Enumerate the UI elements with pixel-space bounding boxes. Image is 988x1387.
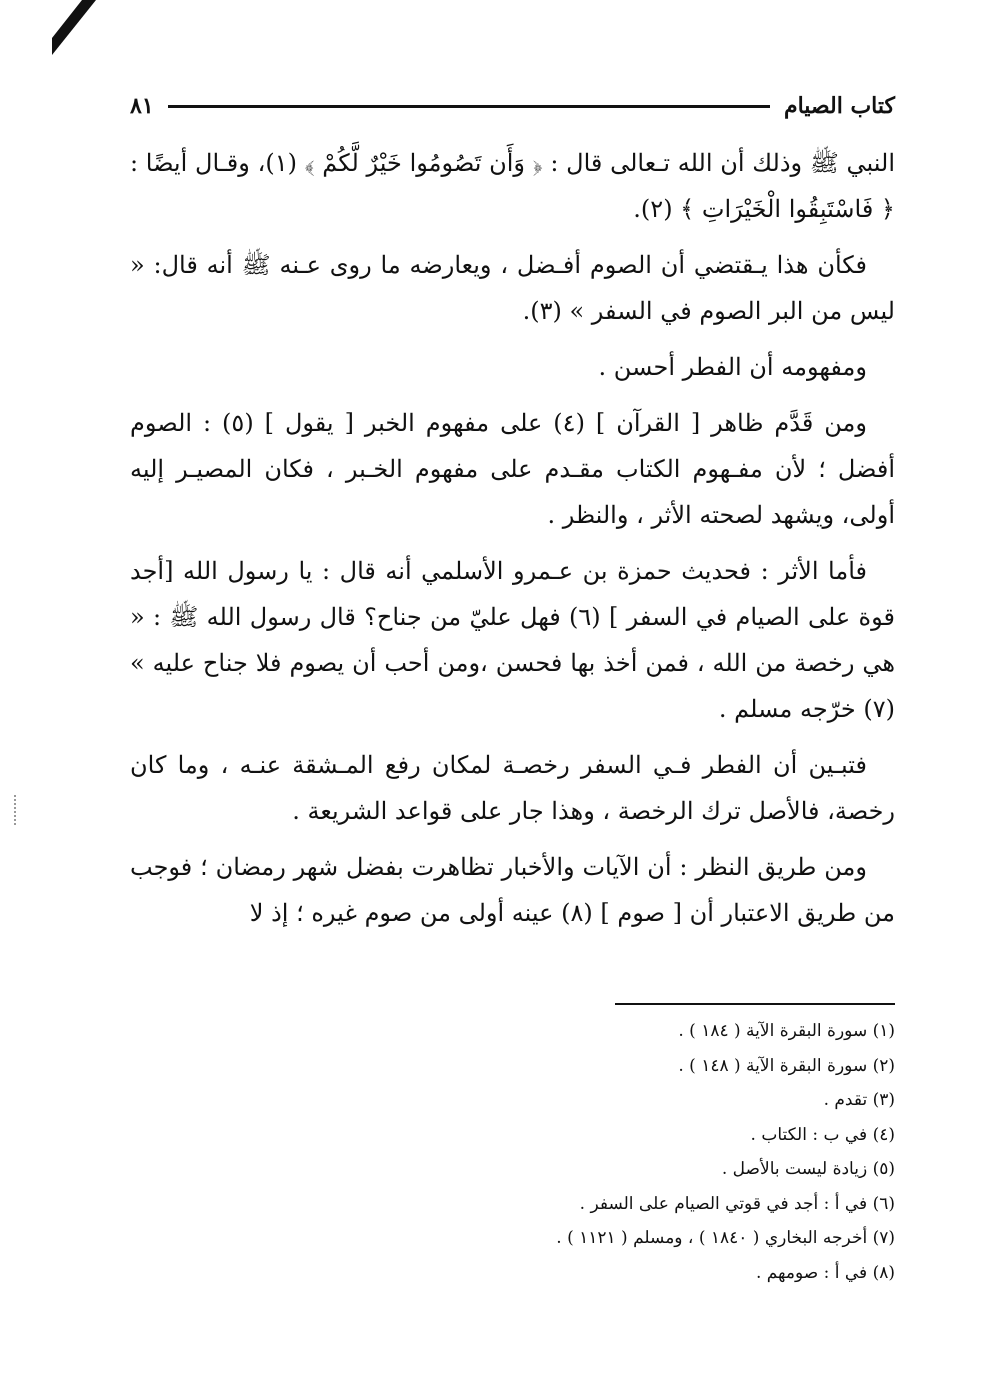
footnote-8: (٨) في أ : صومهم . — [755, 1262, 895, 1283]
footnote-6: (٦) في أ : أجد في قوتي الصيام على السفر . — [579, 1193, 895, 1214]
main-text — [130, 140, 895, 946]
paragraph-5: فأما الأثر : فحديث حمزة بن عـمرو الأسلمي أنه قال : يا رسول الله [أجد قوة على الصيام في السفر ] (٦) فهل عليّ من جناح؟ قال رسول الله ﷺ : « هي رخصة من الله ، فمن أخذ بها فحسن ،ومن أحب أن يصوم فلا جناح عليه » (٧) خرّجه مسلم . — [130, 557, 895, 723]
page-header — [130, 88, 895, 124]
running-title: كتاب الصيام — [783, 93, 895, 119]
footnote-separator — [615, 1003, 895, 1005]
paragraph-3: ومفهومه أن الفطر أحسن . — [598, 353, 867, 381]
corner-triangle-mark — [52, 0, 96, 55]
footnote-5: (٥) زيادة ليست بالأصل . — [721, 1159, 895, 1179]
footnote-7: (٧) أخرجه البخاري ( ١٨٤٠ ) ، ومسلم ( ١١٢١ ) . — [556, 1228, 895, 1248]
footnote-2: (٢) سورة البقرة الآية ( ١٤٨ ) . — [678, 1055, 895, 1076]
footnote-3: (٣) تقدم . — [823, 1090, 895, 1110]
paragraph-1: النبي ﷺ وذلك أن الله تـعالى قال : ﴿ وَأَن تَصُومُوا خَيْرٌ لَّكُمْ ﴾ (١)، وقـال أيضًا : ﴿ فَاسْتَبِقُوا الْخَيْرَاتِ ﴾ (٢). — [130, 149, 896, 223]
paragraph-4: ومن قَدَّم ظاهر [ القرآن ] (٤) على مفهوم الخبر [ يقول ] (٥) : الصوم أفضل ؛ لأن مفـهوم الكتاب مقـدم على مفهوم الخـبر ، فكان المصيـر إليه أولى، ويشهد لصحته الأثر ، والنظر . — [130, 409, 895, 529]
footnotes — [380, 1014, 895, 1290]
paragraph-2: فكأن هذا يـقتضي أن الصوم أفـضل ، ويعارضه ما روى عـنه ﷺ أنه قال: « ليس من البر الصوم في السفر » (٣). — [130, 251, 895, 325]
paragraph-7: ومن طريق النظر : أن الآيات والأخبار تظاهرت بفضل شهر رمضان ؛ فوجب من طريق الاعتبار أن [ صوم ] (٨) عينه أولى من صوم غيره ؛ إذ لا — [130, 853, 895, 927]
page-number: ٨١ — [130, 93, 154, 119]
header-rule — [168, 105, 770, 108]
paragraph-6: فتبـين أن الفطر فـي السفر رخصـة لمكان رفع المـشقة عنـه ، وما كان رخصة، فالأصل ترك الرخصة ، وهذا جار على قواعد الشريعة . — [130, 751, 895, 825]
footnote-4: (٤) في ب : الكتاب . — [750, 1124, 895, 1145]
footnote-1: (١) سورة البقرة الآية ( ١٨٤ ) . — [678, 1021, 895, 1041]
scan-margin-mark — [14, 795, 18, 825]
